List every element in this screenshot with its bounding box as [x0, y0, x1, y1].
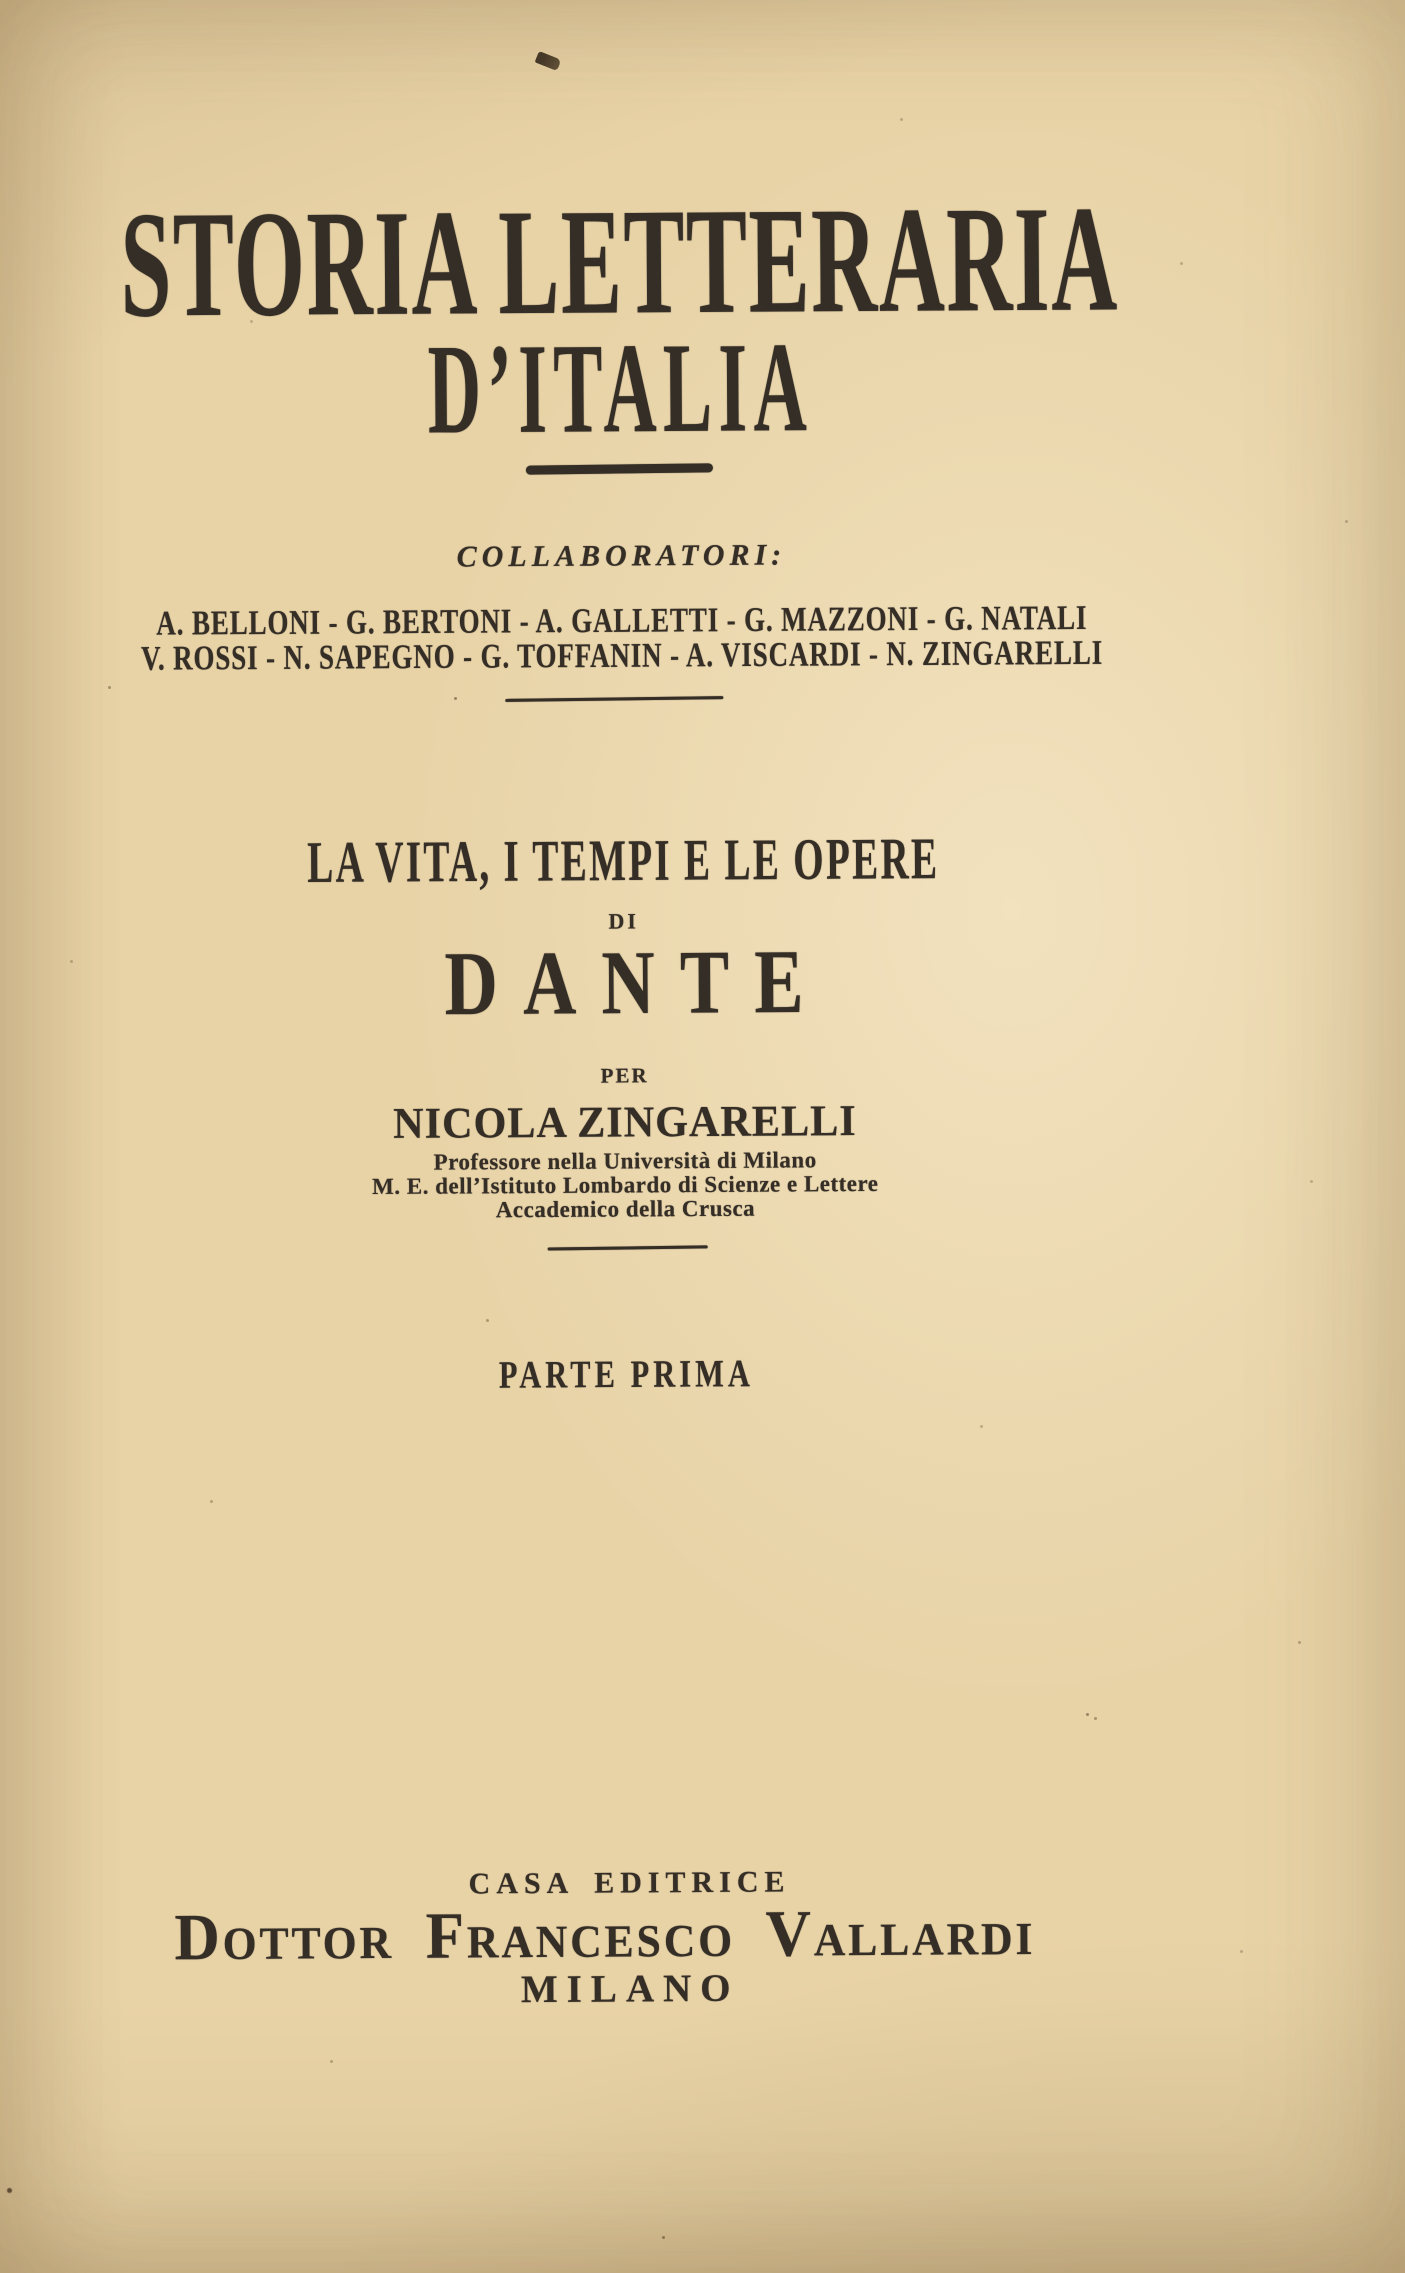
- connector-di: DI: [608, 908, 639, 934]
- author-divider-rule: [548, 1245, 708, 1250]
- title-divider-rule: [526, 463, 713, 474]
- collaborators-names-line-2: V. ROSSI - N. SAPEGNO - G. TOFFANIN - A. VISCARDI - N. ZINGARELLI: [140, 634, 1104, 679]
- book-title-line-1: STORIA LETTERARIA: [120, 174, 1120, 349]
- by-label: PER: [600, 1063, 649, 1088]
- publisher-city: MILANO: [520, 1966, 740, 2012]
- paper-specks: [0, 0, 3, 3]
- collaborators-names-line-1: A. BELLONI - G. BERTONI - A. GALLETTI - G. MAZZONI - G. NATALI: [156, 599, 1088, 644]
- publisher-label: CASA EDITRICE: [468, 1865, 791, 1901]
- subject-name: DANTE: [444, 931, 830, 1035]
- volume-subtitle: LA VITA, I TEMPI E LE OPERE: [307, 825, 940, 895]
- collaborators-divider-rule: [505, 696, 723, 702]
- part-label: PARTE PRIMA: [498, 1352, 755, 1398]
- author-title-3: Accademico della Crusca: [495, 1195, 756, 1223]
- collaborators-label: COLLABORATORI:: [456, 538, 787, 574]
- publisher-name: Dottor Francesco Vallardi: [174, 1895, 1036, 1975]
- author-name: NICOLA ZINGARELLI: [393, 1096, 857, 1148]
- author-title-1: Professore nella Università di Milano: [433, 1147, 817, 1175]
- book-title-line-2: D’ITALIA: [427, 315, 814, 461]
- author-title-2: M. E. dell’Istituto Lombardo di Scienze e Lettere: [372, 1170, 879, 1200]
